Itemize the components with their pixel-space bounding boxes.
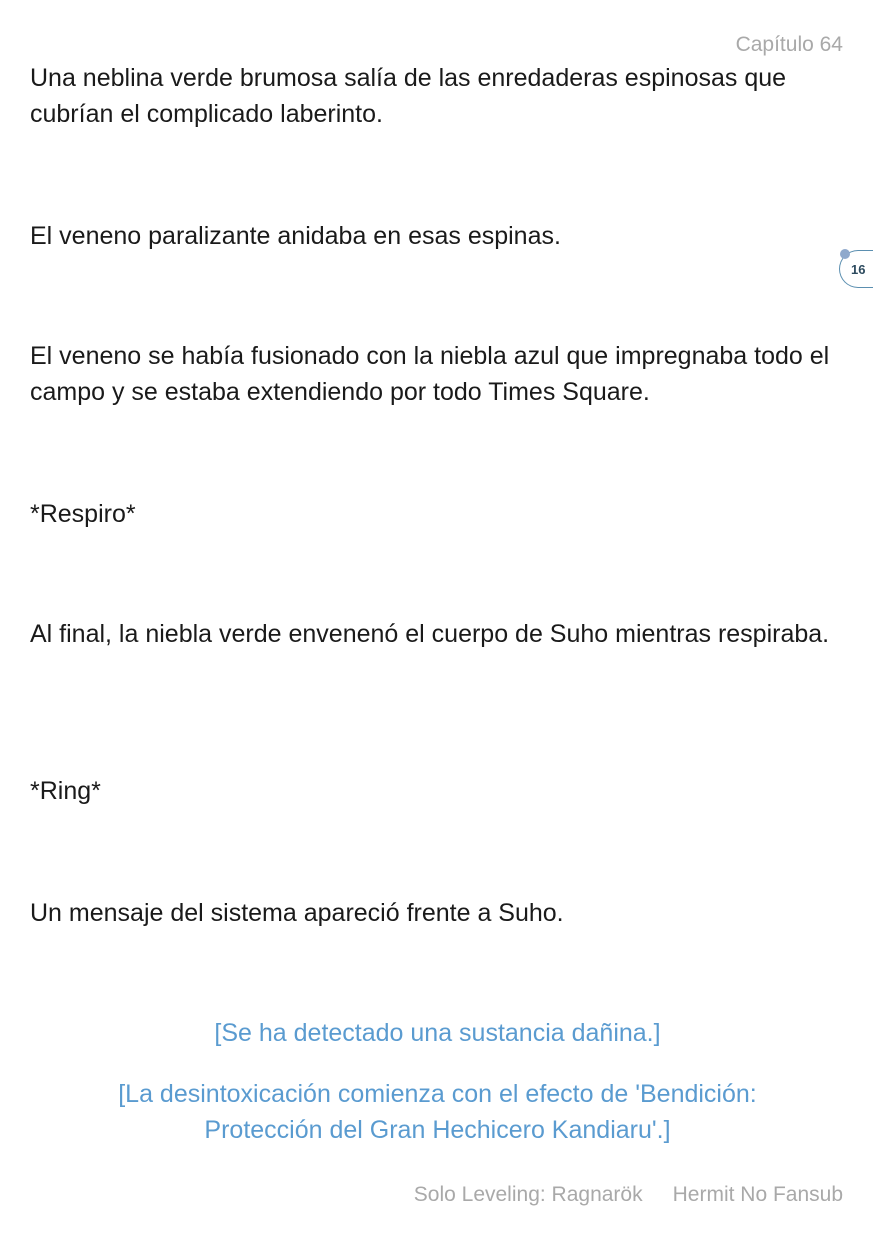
page-footer — [414, 1183, 843, 1207]
paragraph-5: Al final, la niebla verde envenenó el cuerpo de Suho mientras respiraba. — [30, 620, 830, 648]
footer-title: Solo Leveling: Ragnarök — [413, 1183, 643, 1206]
footer-credit: Hermit No Fansub — [672, 1183, 843, 1206]
paragraph-4: *Respiro* — [30, 500, 136, 528]
paragraph-7: Un mensaje del sistema apareció frente a Suho. — [30, 899, 564, 927]
system-message-2: [La desintoxicación comienza con el efecto de 'Bendición: Protección del Gran Hechicero Kandiaru'.] — [118, 1080, 757, 1144]
paragraph-2: El veneno paralizante anidaba en esas espinas. — [30, 222, 561, 250]
paragraph-3: El veneno se había fusionado con la niebla azul que impregnaba todo el campo y se estaba extendiendo por todo Times Square. — [30, 342, 830, 406]
paragraph-1: Una neblina verde brumosa salía de las enredaderas espinosas que cubrían el complicado laberinto. — [30, 64, 787, 128]
page-indicator-dot — [840, 249, 850, 259]
system-message-1: [Se ha detectado una sustancia dañina.] — [214, 1019, 661, 1047]
paragraph-6: *Ring* — [30, 777, 101, 805]
page-number: 16 — [851, 262, 866, 277]
chapter-label: Capítulo 64 — [735, 33, 843, 56]
